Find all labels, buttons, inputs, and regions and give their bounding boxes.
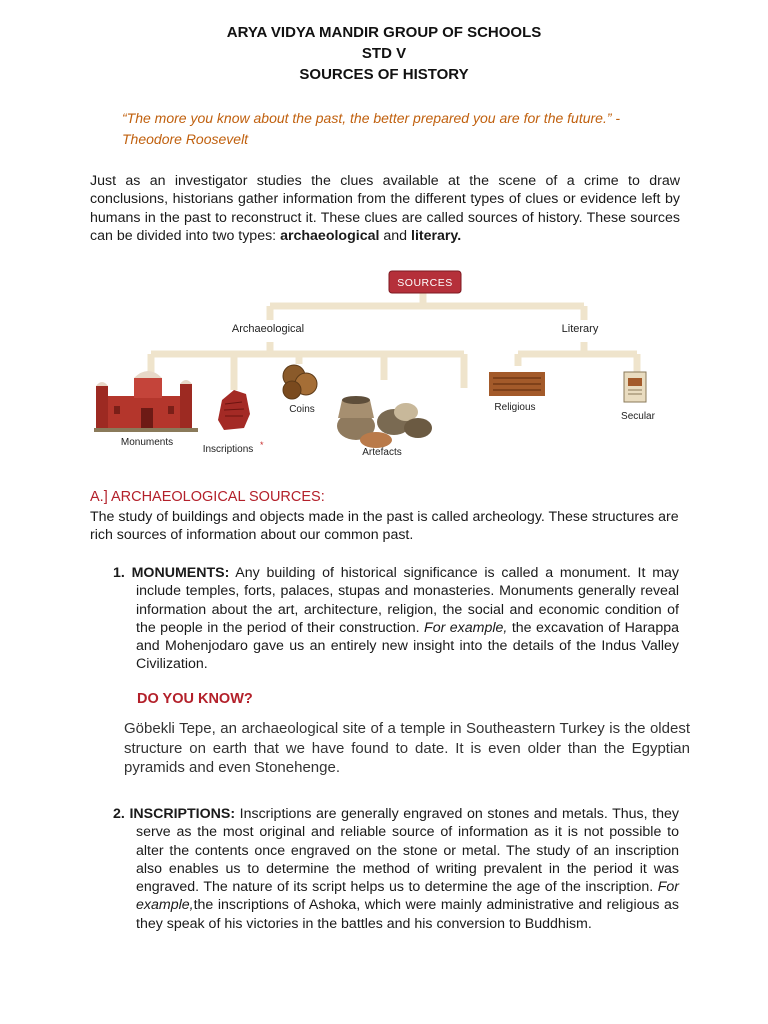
inscriptions-asterisk: * xyxy=(260,440,264,450)
child-label-secular: Secular xyxy=(621,411,655,422)
child-label-coins: Coins xyxy=(289,404,315,415)
diagram-root-node xyxy=(389,271,461,293)
intro-text: Just as an investigator studies the clues available at the scene of a crime to draw conclusions, historians gather information from the different types of clues or evidence left by humans in the past to reconstruct it. These clues are called sources of history. These sources can be divided into two types: xyxy=(90,173,680,244)
did-you-know-heading: DO YOU KNOW? xyxy=(137,691,253,707)
item-monuments-text-after: the excavation of Harappa and Mohenjodaro gave us an entirely new insight into the details of the Indus Valley Civilization. xyxy=(136,619,679,673)
item-monuments-number: 1. xyxy=(113,565,125,581)
branch-label-archaeological: Archaeological xyxy=(231,323,305,335)
document-header xyxy=(0,22,768,85)
quote: “The more you know about the past, the better prepared you are for the future.” - Theodore Roosevelt xyxy=(122,110,621,147)
branch-label-literary: Literary xyxy=(561,323,599,335)
child-label-monuments: Monuments xyxy=(120,437,174,448)
child-label-inscriptions: Inscriptions xyxy=(202,444,254,455)
religious-manuscript-image xyxy=(489,372,545,396)
did-you-know-text: Göbekli Tepe, an archaeological site of a temple in Southeastern Turkey is the oldest structure on earth that we have found to date. It is even older than the Egyptian pyramids and even Stonehenge. xyxy=(124,720,690,776)
item-inscriptions-term: INSCRIPTIONS: xyxy=(129,806,236,822)
school-name: ARYA VIDYA MANDIR GROUP OF SCHOOLS xyxy=(226,24,542,41)
secular-book-image xyxy=(624,372,646,402)
intro-type-literary: literary. xyxy=(411,227,462,244)
sources-diagram xyxy=(94,268,674,468)
coins-image xyxy=(283,365,317,399)
item-monuments-example-label: For example, xyxy=(424,619,508,636)
item-inscriptions xyxy=(113,805,679,933)
diagram-connectors xyxy=(151,293,637,390)
item-monuments xyxy=(113,564,679,674)
section-a-text: The study of buildings and objects made in the past is called archeology. These structures are rich sources of information about our common past. xyxy=(90,509,679,544)
page-title: SOURCES OF HISTORY xyxy=(299,66,469,83)
standard-label: STD V xyxy=(361,45,407,62)
item-inscriptions-example-label: For example, xyxy=(136,879,679,914)
child-label-religious: Religious xyxy=(494,402,536,413)
section-a-heading: A.] ARCHAEOLOGICAL SOURCES: xyxy=(90,489,325,505)
intro-paragraph xyxy=(90,172,680,245)
intro-type-archaeological: archaeological xyxy=(280,227,380,244)
diagram-root-label: SOURCES xyxy=(397,277,453,289)
child-label-artefacts: Artefacts xyxy=(362,447,402,458)
artefacts-image xyxy=(337,396,432,448)
item-inscriptions-text: Inscriptions are generally engraved on stones and metals. Thus, they serve as the most original and reliable source of information as it is not possible to alter the contents once engraved on the stone or metal. The study of an inscription also enables us to determine the method of writing prevalent in the period it was engraved. The nature of its script helps us to determine the age of the inscription. xyxy=(136,806,679,896)
inscriptions-image xyxy=(218,390,250,430)
item-inscriptions-number: 2. xyxy=(113,806,125,822)
item-monuments-text: Any building of historical significance is called a monument. It may include temples, forts, palaces, stupas and monasteries. Monuments generally reveal information about the art, architecture, religion, the social and economic condition of the people in the period of their construction. xyxy=(136,565,679,636)
monuments-image xyxy=(94,371,198,432)
item-inscriptions-text-after: the inscriptions of Ashoka, which were mainly administrative and religious as they speak of his victories in the battles and his conversion to Buddhism. xyxy=(136,897,679,932)
item-monuments-term: MONUMENTS: xyxy=(131,565,230,581)
intro-connector: and xyxy=(379,227,411,244)
